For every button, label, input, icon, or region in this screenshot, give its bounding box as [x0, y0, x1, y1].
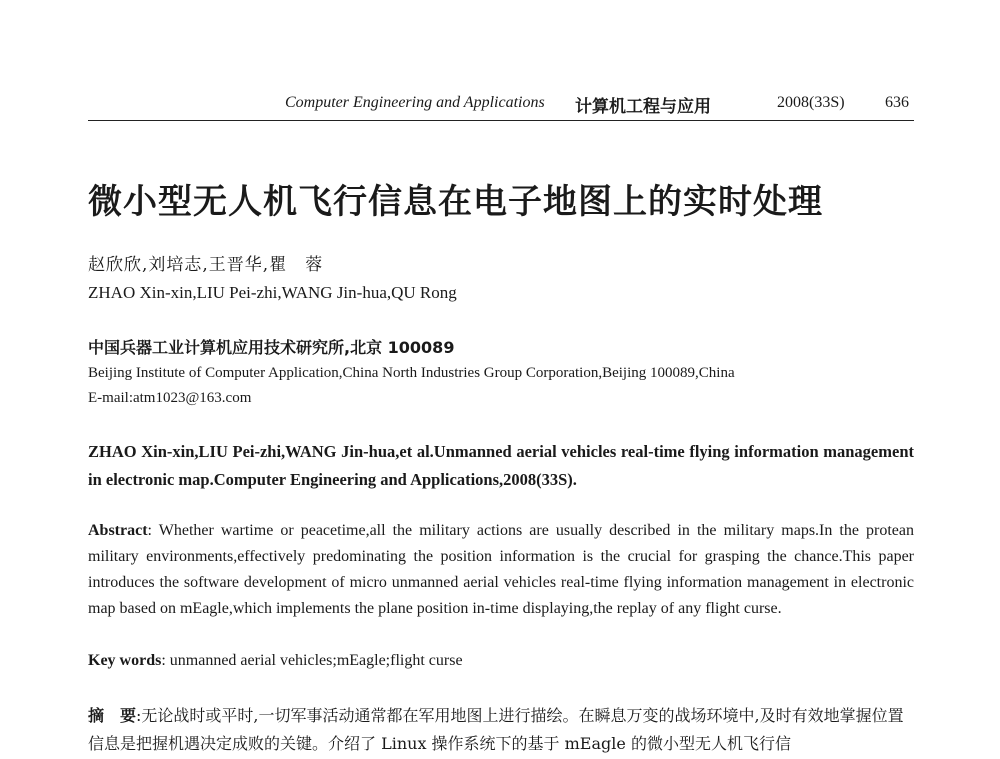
authors-en: ZHAO Xin-xin,LIU Pei-zhi,WANG Jin-hua,QU Rong [88, 283, 457, 302]
keywords-label: Key words [88, 652, 162, 669]
affiliation-cn: 中国兵器工业计算机应用技术研究所,北京 100089 [88, 338, 455, 357]
abstract-cn-text: :无论战时或平时,一切军事活动通常都在军用地图上进行描绘。在瞬息万变的战场环境中,及时有效地掌握位置信息是把握机遇决定成败的关键。介绍了 Linux 操作系统下的基于 mEagle 的微小型无人机飞行信 [88, 706, 904, 753]
year-issue: 2008(33S) [777, 94, 845, 111]
journal-name-cn: 计算机工程与应用 [575, 97, 711, 117]
affiliation-en: Beijing Institute of Computer Application,China North Industries Group Corporation,Beijing 100089,China [88, 365, 735, 381]
email: E-mail:atm1023@163.com [88, 390, 252, 406]
authors-cn: 赵欣欣,刘培志,王晋华,瞿 蓉 [88, 255, 324, 275]
running-header [0, 92, 1000, 118]
abstract-label: Abstract [88, 522, 148, 539]
abstract-cn [88, 702, 914, 758]
abstract-cn-label: 摘 要 [88, 706, 137, 725]
paper-title: 微小型无人机飞行信息在电子地图上的实时处理 [88, 182, 823, 222]
citation: ZHAO Xin-xin,LIU Pei-zhi,WANG Jin-hua,et al.Unmanned aerial vehicles real-time flying information management in electronic map.Computer Engineering and Applications,2008(33S). [88, 442, 914, 489]
abstract-text: : Whether wartime or peacetime,all the military actions are usually described in the military maps.In the protean military environments,effectively predominating the position information is the crucial for grasping the chance.This paper introduces the software development of micro unmanned aerial vehicles real-time flying information management in electronic map based on mEagle,which implements the plane position in-time displaying,the replay of any flight curse. [88, 522, 914, 617]
abstract [88, 518, 914, 622]
journal-name-en: Computer Engineering and Applications [285, 94, 545, 111]
page-number: 636 [885, 94, 909, 111]
keywords [88, 652, 463, 670]
keywords-text: : unmanned aerial vehicles;mEagle;flight curse [161, 652, 463, 669]
header-rule [88, 120, 914, 121]
